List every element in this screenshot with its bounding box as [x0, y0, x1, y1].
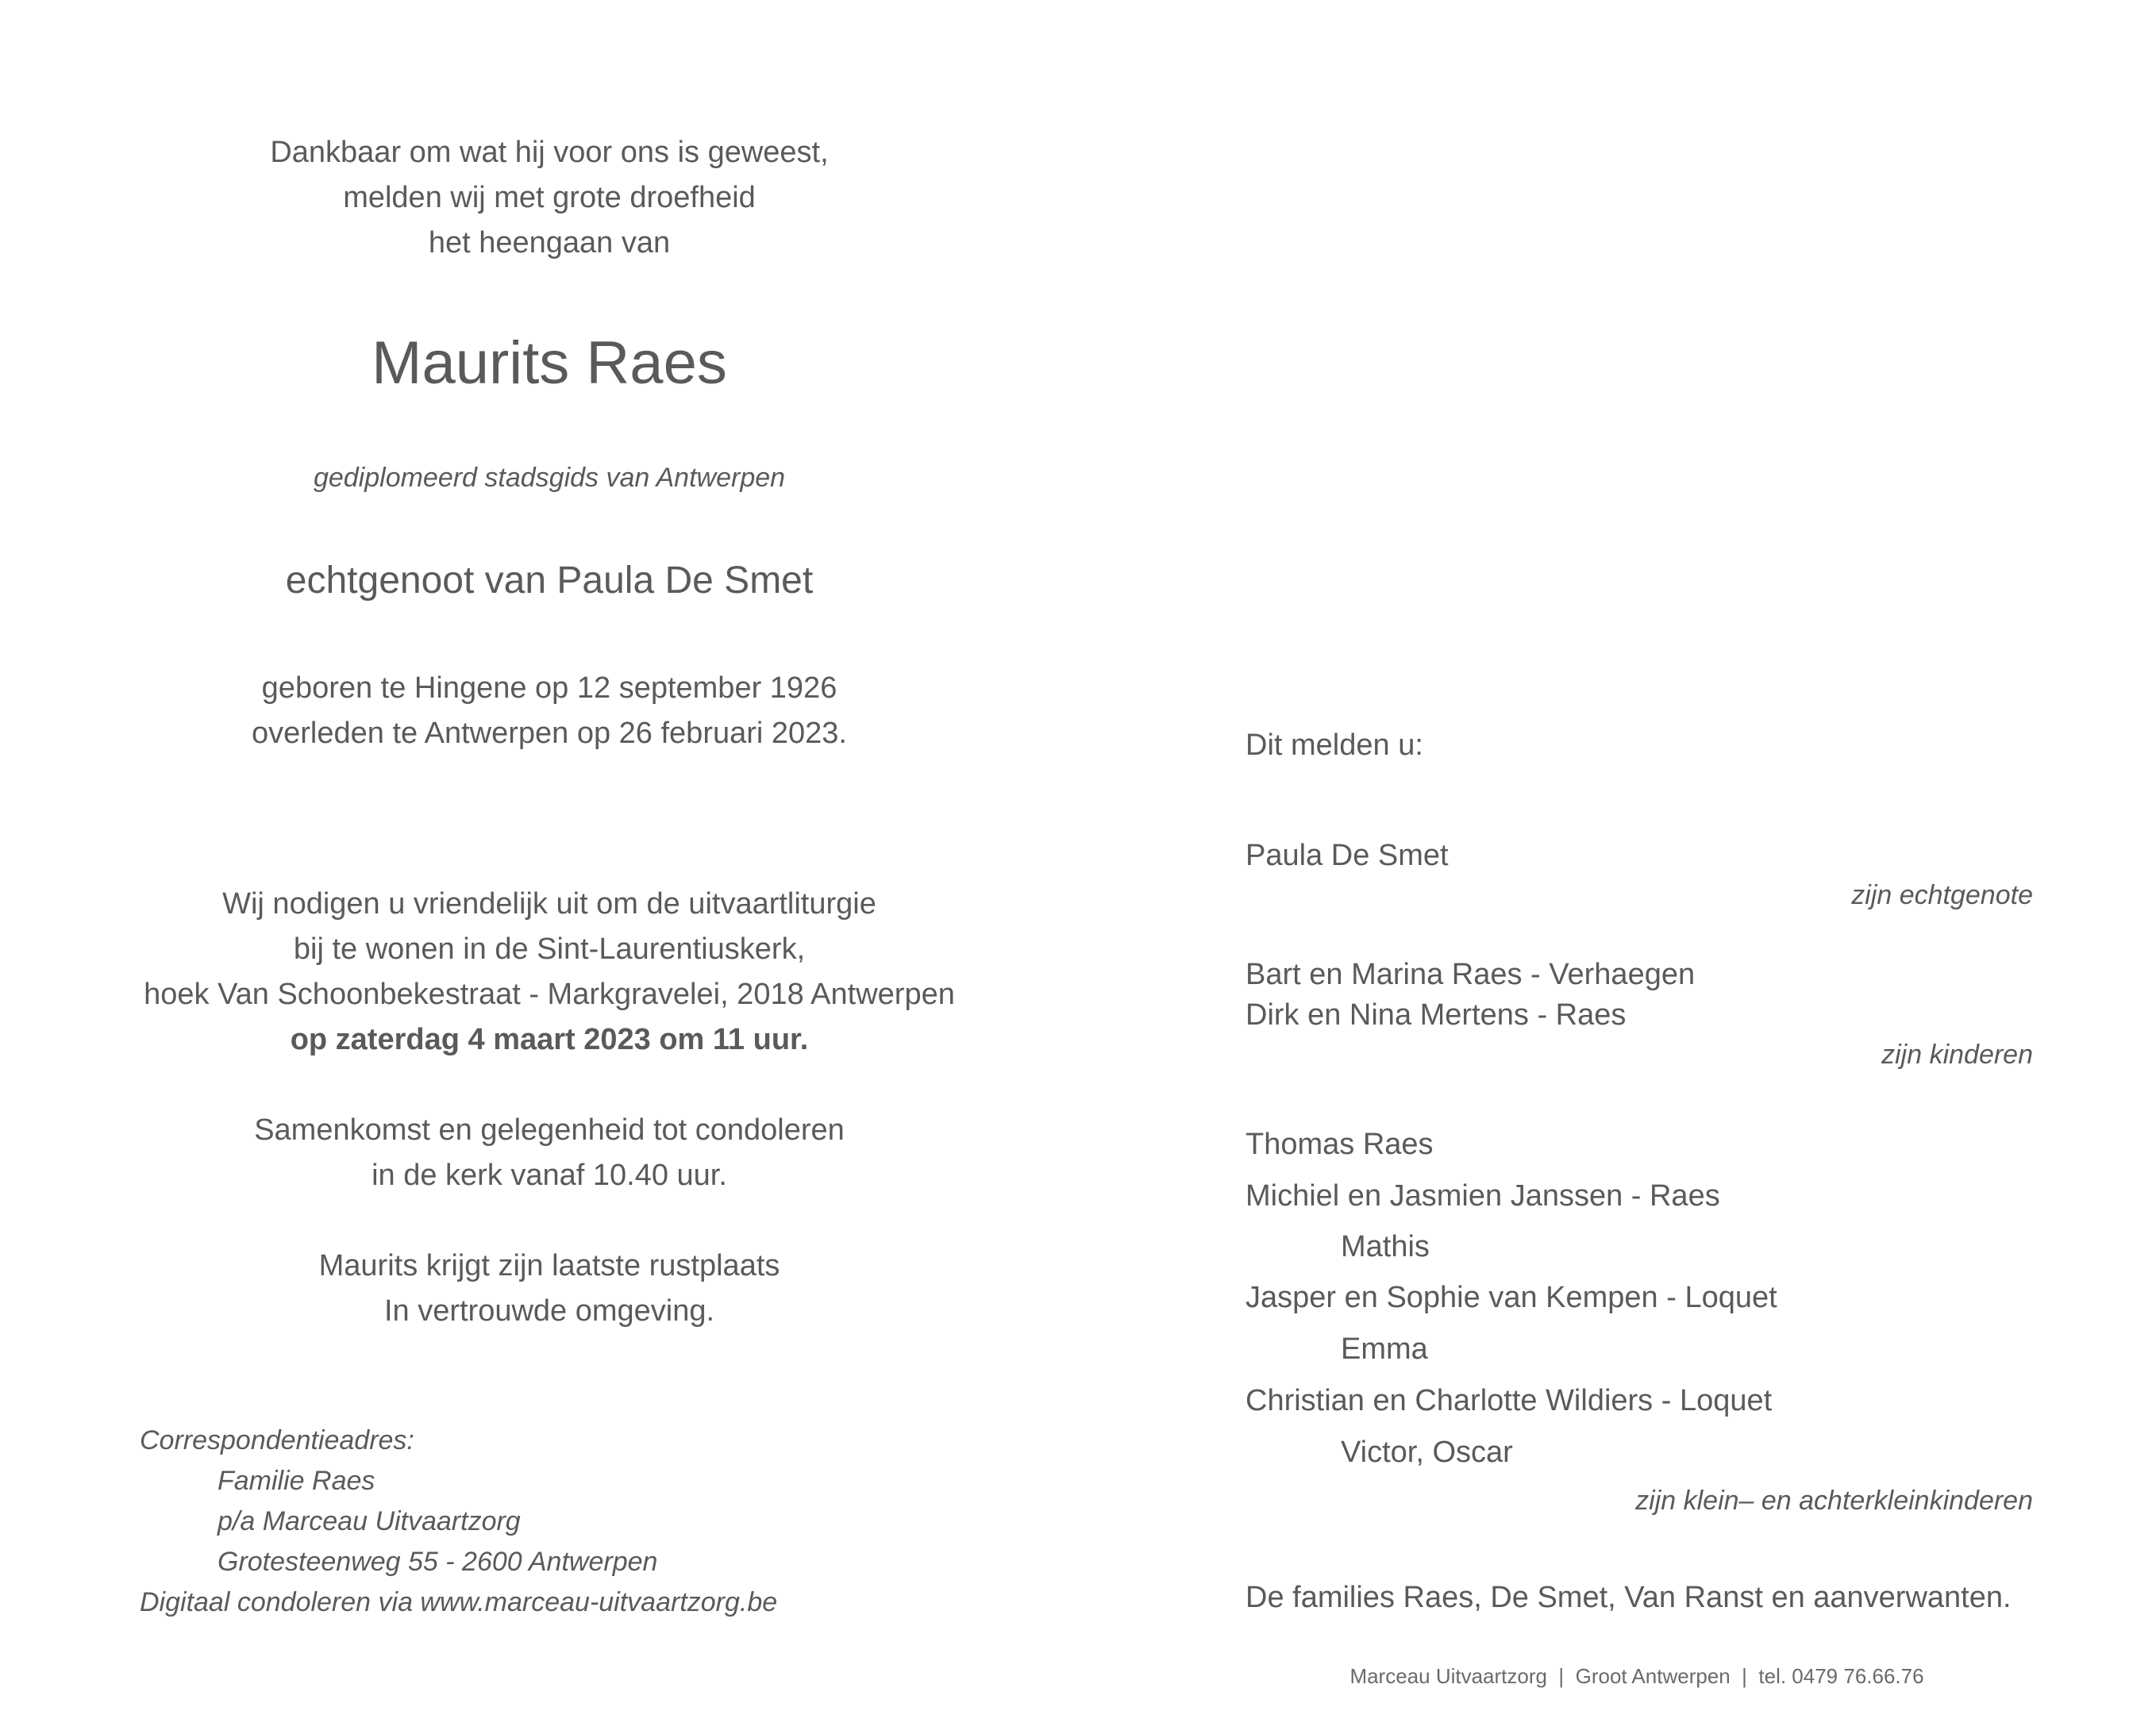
grandchild-row-1: Thomas Raes [1245, 1128, 1434, 1161]
children-role: zijn kinderen [1881, 1040, 2033, 1070]
resting-line-2: In vertrouwde omgeving. [383, 1294, 715, 1328]
great-grandchild-row-2: Emma [1341, 1332, 1428, 1366]
online-condolence: Digitaal condoleren via www.marceau-uitvaartzorg.be [140, 1587, 778, 1617]
spouse-line: echtgenoot van Paula De Smet [285, 559, 814, 602]
grandchild-row-3: Jasper en Sophie van Kempen - Loquet [1245, 1281, 1777, 1314]
grandchild-row-4: Christian en Charlotte Wildiers - Loquet [1245, 1384, 1773, 1417]
great-grandchild-row-1: Mathis [1341, 1230, 1430, 1263]
intro-line-2: melden wij met grote droefheid [343, 181, 756, 214]
correspondence-line-2: p/a Marceau Uitvaartzorg [218, 1506, 521, 1536]
death-line: overleden te Antwerpen op 26 februari 2023. [252, 717, 847, 750]
gathering-line-2: in de kerk vanaf 10.40 uur. [372, 1159, 727, 1192]
deceased-title: gediplomeerd stadsgids van Antwerpen [313, 463, 786, 493]
birth-line: geboren te Hingene op 12 september 1926 [261, 671, 837, 705]
spouse-role: zijn echtgenote [1851, 880, 2033, 910]
announce-heading: Dit melden u: [1245, 729, 1423, 762]
invitation-line-3: hoek Van Schoonbekestraat - Markgravelei, 2018 Antwerpen [144, 978, 955, 1011]
correspondence-line-1: Familie Raes [218, 1466, 375, 1496]
spouse-name: Paula De Smet [1245, 839, 1449, 872]
correspondence-line-3: Grotesteenweg 55 - 2600 Antwerpen [218, 1547, 658, 1577]
child-1: Bart en Marina Raes - Verhaegen [1245, 958, 1696, 991]
gathering-line-1: Samenkomst en gelegenheid tot condoleren [254, 1113, 845, 1147]
invitation-line-2: bij te wonen in de Sint-Laurentiuskerk, [293, 932, 806, 966]
families-line: De families Raes, De Smet, Van Ranst en aanverwanten. [1245, 1581, 2012, 1614]
invitation-date: op zaterdag 4 maart 2023 om 11 uur. [290, 1023, 809, 1056]
resting-line-1: Maurits krijgt zijn laatste rustplaats [318, 1249, 780, 1282]
deceased-name: Maurits Raes [372, 329, 727, 397]
great-grandchild-row-3: Victor, Oscar [1341, 1436, 1513, 1469]
correspondence-label: Correspondentieadres: [140, 1425, 414, 1455]
intro-line-3: het heengaan van [428, 226, 671, 260]
child-2: Dirk en Nina Mertens - Raes [1245, 998, 1627, 1032]
intro-line-1: Dankbaar om wat hij voor ons is geweest, [270, 136, 829, 169]
grandchild-row-2: Michiel en Jasmien Janssen - Raes [1245, 1179, 1720, 1213]
grandchildren-role: zijn klein– en achterkleinkinderen [1635, 1486, 2033, 1516]
funeral-home-footer: Marceau Uitvaartzorg | Groot Antwerpen | tel. 0479 76.66.76 [1349, 1664, 1924, 1688]
invitation-line-1: Wij nodigen u vriendelijk uit om de uitvaartliturgie [222, 887, 876, 921]
